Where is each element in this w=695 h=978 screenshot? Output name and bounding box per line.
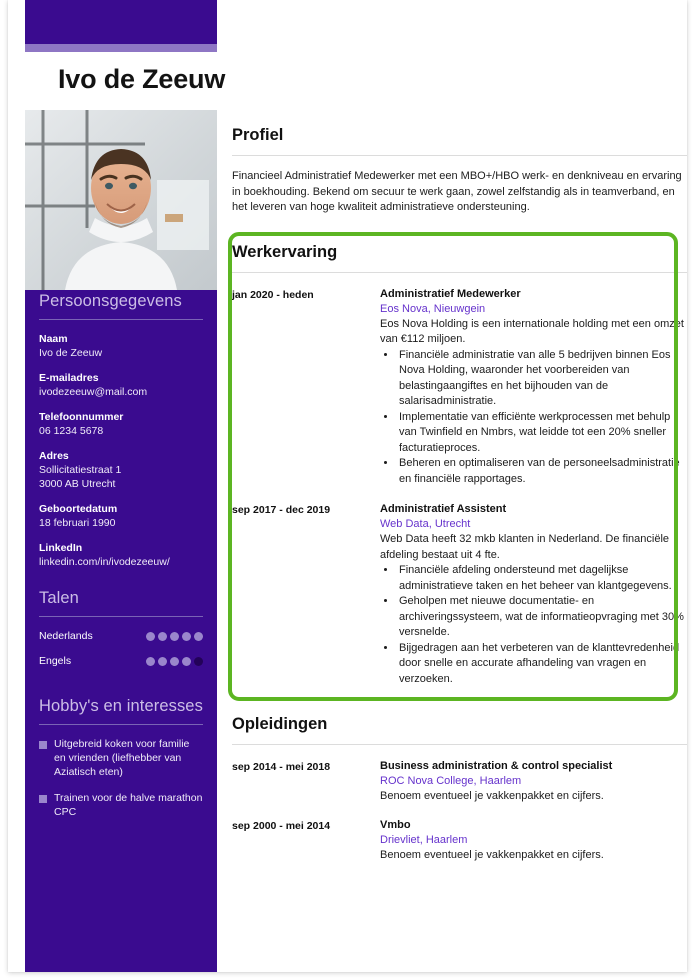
language-name: Engels xyxy=(39,655,72,667)
profile-text: Financieel Administratief Medewerker met een MBO+/HBO werk- en denkniveau en ervaring in boekhouding. Bekend om secuur te werk gaan, zowel zelfstandig als in teamverband, en het leveren van hoge kwaliteit administratieve ondersteuning. xyxy=(232,170,682,213)
experience-entry xyxy=(232,502,687,687)
field-value: 06 1234 5678 xyxy=(39,425,104,437)
hobbies-section xyxy=(39,679,203,819)
field-label: Adres xyxy=(39,450,69,462)
education-entry xyxy=(232,759,687,805)
level-dot-filled xyxy=(158,657,167,666)
divider xyxy=(39,319,203,320)
entry-body xyxy=(380,818,687,864)
personal-field-phone xyxy=(39,410,203,438)
divider xyxy=(39,616,203,617)
level-dot-filled xyxy=(194,632,203,641)
level-dot-filled xyxy=(146,657,155,666)
section-title-experience: Werkervaring xyxy=(232,242,338,261)
entry-bullet-list xyxy=(397,563,687,687)
list-item: • Beheren en optimaliseren van de personeelsadministratie en financiële rapportages. xyxy=(397,456,687,487)
list-item: • Financiële administratie van alle 5 bedrijven binnen Eos Nova Holding, waaronder het voorbereiden van belastingaangiftes en het bijhouden van de salarisadministratie. xyxy=(397,348,687,410)
personal-field-naam xyxy=(39,332,203,360)
field-value: Sollicitatiestraat 1 xyxy=(39,464,122,476)
entry-role: Business administration & control specialist xyxy=(380,760,613,772)
language-level-dots xyxy=(146,632,203,641)
languages-section xyxy=(39,569,203,668)
sidebar-accent-bar xyxy=(25,44,217,52)
personal-details-section xyxy=(39,290,203,569)
square-bullet-icon xyxy=(39,795,47,803)
field-value: 18 februari 1990 xyxy=(39,517,116,529)
education-section xyxy=(232,713,687,863)
personal-field-linkedin xyxy=(39,541,203,569)
hobby-text: Uitgebreid koken voor familie en vrienden (liefhebber van Aziatisch eten) xyxy=(54,738,190,778)
language-item xyxy=(39,629,203,643)
sidebar-content xyxy=(25,290,217,831)
page-title: Ivo de Zeeuw xyxy=(58,64,226,94)
list-item: • Financiële afdeling ondersteund met dagelijkse administratieve taken en het beheer van klantgegevens. xyxy=(397,563,687,594)
language-level-dots xyxy=(146,657,203,666)
entry-date: sep 2014 - mei 2018 xyxy=(232,761,331,773)
entry-body xyxy=(380,759,687,805)
entry-description: Web Data heeft 32 mkb klanten in Nederland. De financiële afdeling bestaat uit 4 fte. xyxy=(380,533,670,561)
entry-description: Benoem eventueel je vakkenpakket en cijfers. xyxy=(380,848,604,861)
entry-description: Eos Nova Holding is een internationale holding met een omzet van €112 miljoen. xyxy=(380,317,684,345)
language-item xyxy=(39,654,203,668)
field-label: Naam xyxy=(39,333,68,345)
sidebar xyxy=(25,0,226,972)
entry-role: Vmbo xyxy=(380,818,411,831)
entry-role: Administratief Medewerker xyxy=(380,287,521,300)
section-title-profile: Profiel xyxy=(232,126,284,144)
level-dot-empty xyxy=(194,657,203,666)
field-value[interactable]: linkedin.com/in/ivodezeeuw/ xyxy=(39,556,170,568)
language-name: Nederlands xyxy=(39,630,93,642)
level-dot-filled xyxy=(146,632,155,641)
education-entry xyxy=(232,818,687,864)
entry-date: sep 2017 - dec 2019 xyxy=(232,504,331,516)
entry-date: sep 2000 - mei 2014 xyxy=(232,819,331,832)
square-bullet-icon xyxy=(39,741,47,749)
entry-date: jan 2020 - heden xyxy=(232,288,314,301)
field-value-line2: 3000 AB Utrecht xyxy=(39,478,116,490)
field-label: Telefoonnummer xyxy=(39,411,124,423)
portrait-photo xyxy=(25,110,217,290)
level-dot-filled xyxy=(158,632,167,641)
personal-field-birthdate xyxy=(39,502,203,530)
level-dot-filled xyxy=(170,657,179,666)
hobbies-heading: Hobby's en interesses xyxy=(39,697,203,715)
field-label: E-mailadres xyxy=(39,372,99,384)
field-value[interactable]: ivodezeeuw@mail.com xyxy=(39,386,148,398)
personal-details-heading: Persoonsgegevens xyxy=(39,292,182,310)
personal-field-address xyxy=(39,449,203,491)
level-dot-filled xyxy=(182,632,191,641)
portrait-photo-image xyxy=(25,110,217,290)
list-item: • Geholpen met nieuwe documentatie- en archiveringssysteem, wat de informatieopvraging met 30% versnelde. xyxy=(397,594,687,641)
field-label: Geboortedatum xyxy=(39,503,118,515)
level-dot-filled xyxy=(182,657,191,666)
field-value: Ivo de Zeeuw xyxy=(39,347,103,359)
sidebar-header-block xyxy=(25,0,217,44)
entry-bullet-list xyxy=(397,348,687,488)
experience-entry xyxy=(232,287,687,488)
profile-section xyxy=(232,124,687,216)
languages-heading: Talen xyxy=(39,589,79,607)
divider xyxy=(232,744,687,745)
section-title-education: Opleidingen xyxy=(232,715,328,733)
list-item xyxy=(39,791,203,819)
entry-body xyxy=(380,287,687,488)
main-column xyxy=(232,0,687,863)
entry-role: Administratief Assistent xyxy=(380,503,507,515)
entry-organisation: Drievliet, Haarlem xyxy=(380,833,468,846)
divider xyxy=(39,724,203,725)
level-dot-filled xyxy=(170,632,179,641)
personal-field-email xyxy=(39,371,203,399)
entry-organisation: Eos Nova, Nieuwgein xyxy=(380,302,486,315)
divider xyxy=(232,155,687,156)
entry-body xyxy=(380,502,687,687)
entry-description: Benoem eventueel je vakkenpakket en cijfers. xyxy=(380,790,604,802)
list-item xyxy=(39,737,203,779)
divider xyxy=(232,272,687,273)
list-item: • Implementatie van efficiënte werkprocessen met behulp van Twinfield en Nmbrs, wat leidde tot een 20% sneller facturatieproces. xyxy=(397,410,687,457)
hobby-text: Trainen voor de halve marathon CPC xyxy=(54,792,203,818)
field-label: LinkedIn xyxy=(39,542,83,554)
experience-section xyxy=(232,241,687,688)
list-item: • Bijgedragen aan het verbeteren van de klanttevredenheid door snelle en accurate afhandeling van vragen en verzoeken. xyxy=(397,641,687,688)
entry-organisation: Web Data, Utrecht xyxy=(380,518,471,530)
entry-organisation: ROC Nova College, Haarlem xyxy=(380,775,522,787)
